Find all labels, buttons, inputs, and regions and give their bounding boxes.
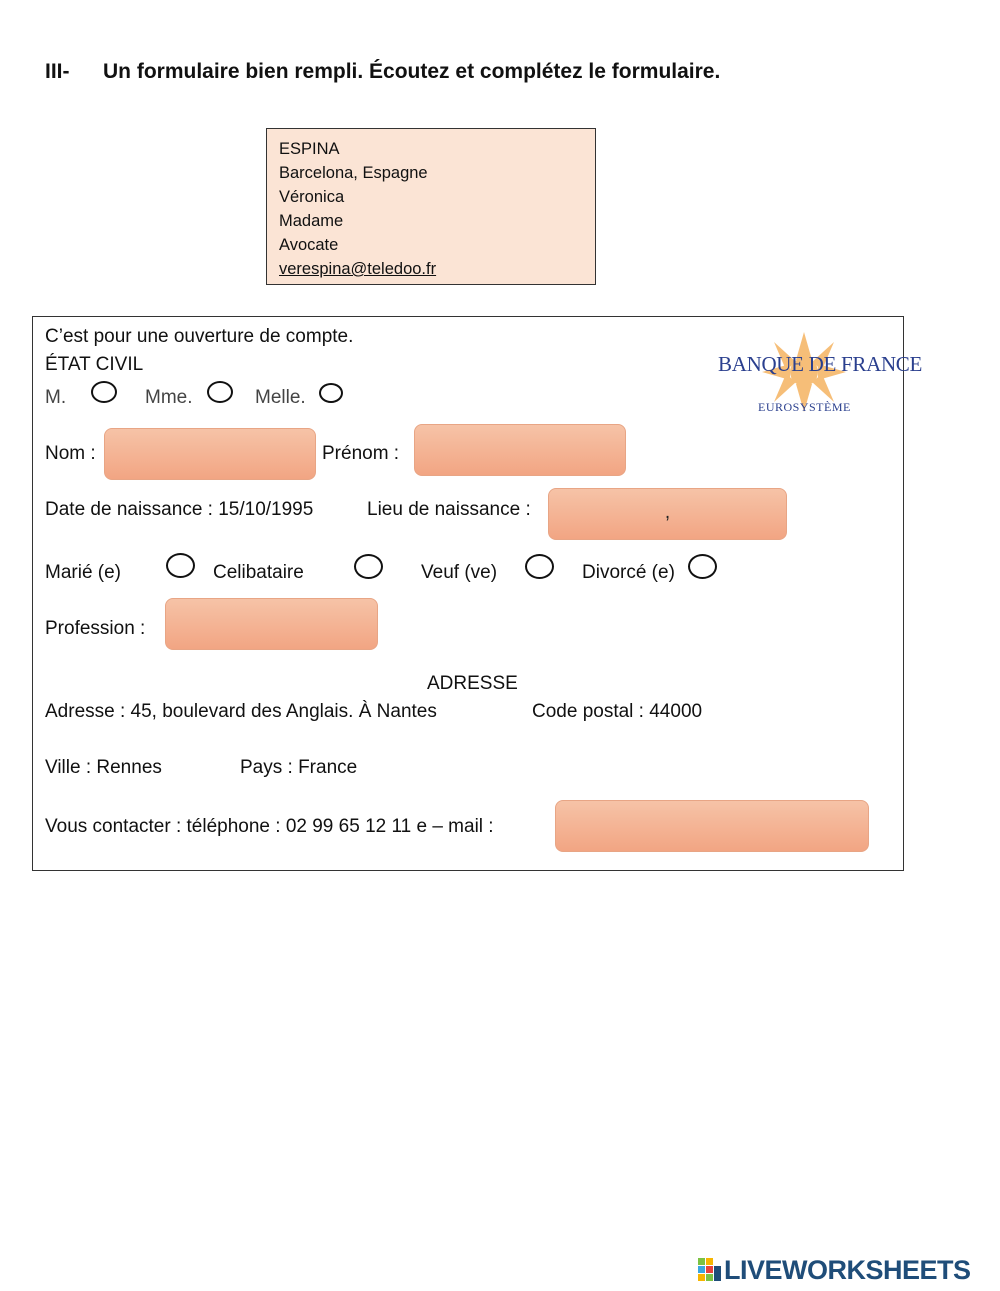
title-m-label: M. bbox=[45, 387, 67, 408]
banque-de-france-logo bbox=[716, 330, 923, 422]
status-single-label: Celibataire bbox=[213, 562, 304, 583]
country-text: Pays : France bbox=[240, 757, 358, 778]
address-label: Adresse bbox=[45, 701, 115, 722]
liveworksheets-text: LIVEWORKSHEETS bbox=[724, 1255, 971, 1285]
status-widowed-radio[interactable] bbox=[525, 554, 554, 579]
status-single-radio[interactable] bbox=[354, 554, 383, 579]
info-line-surname: ESPINA bbox=[279, 140, 340, 158]
profession-input[interactable] bbox=[165, 598, 378, 650]
info-line-city: Barcelona, Espagne bbox=[279, 164, 428, 182]
logo-subtitle: EUROSYSTÈME bbox=[758, 400, 851, 414]
status-married-radio[interactable] bbox=[166, 553, 195, 578]
info-card bbox=[266, 128, 596, 285]
status-divorced-label: Divorcé (e) bbox=[582, 562, 675, 583]
nom-label: Nom : bbox=[45, 443, 96, 464]
exercise-title bbox=[45, 60, 720, 84]
title-mme-radio[interactable] bbox=[207, 381, 233, 403]
birthplace-input[interactable]: , bbox=[548, 488, 787, 540]
status-divorced-radio[interactable] bbox=[688, 554, 717, 579]
contact-text: Vous contacter : téléphone : 02 99 65 12 11 e – mail : bbox=[45, 816, 494, 837]
status-widowed-label: Veuf (ve) bbox=[421, 562, 498, 583]
status-married-label: Marié (e) bbox=[45, 562, 122, 583]
liveworksheets-blocks-icon bbox=[698, 1258, 722, 1284]
exercise-title-text: Un formulaire bien rempli. Écoutez et complétez le formulaire. bbox=[103, 60, 721, 83]
logo-name: BANQUE DE FRANCE bbox=[718, 352, 923, 376]
info-line-profession: Avocate bbox=[279, 236, 339, 254]
title-melle-radio[interactable] bbox=[319, 383, 343, 403]
section-address: ADRESSE bbox=[427, 673, 518, 694]
title-m-radio[interactable] bbox=[91, 381, 117, 403]
info-line-firstname: Véronica bbox=[279, 188, 345, 206]
email-input[interactable] bbox=[555, 800, 869, 852]
address-line bbox=[45, 701, 437, 723]
profession-label: Profession : bbox=[45, 618, 146, 639]
section-civil: ÉTAT CIVIL bbox=[45, 354, 144, 375]
nom-input[interactable] bbox=[104, 428, 316, 480]
prenom-input[interactable] bbox=[414, 424, 626, 476]
birthplace-label: Lieu de naissance : bbox=[367, 499, 531, 520]
prenom-label: Prénom : bbox=[322, 443, 400, 464]
info-line-email: verespina@teledoo.fr bbox=[279, 260, 437, 278]
birthdate-text: Date de naissance : 15/10/1995 bbox=[45, 499, 314, 520]
info-line-title: Madame bbox=[279, 212, 344, 230]
exercise-number: III- bbox=[45, 60, 70, 83]
city-text: Ville : Rennes bbox=[45, 757, 162, 778]
address-value: : 45, boulevard des Anglais. À Nantes bbox=[119, 701, 437, 722]
title-mme-label: Mme. bbox=[145, 387, 193, 408]
form-intro: C’est pour une ouverture de compte. bbox=[45, 326, 354, 347]
title-melle-label: Melle. bbox=[255, 387, 306, 408]
postcode-text: Code postal : 44000 bbox=[532, 701, 703, 722]
